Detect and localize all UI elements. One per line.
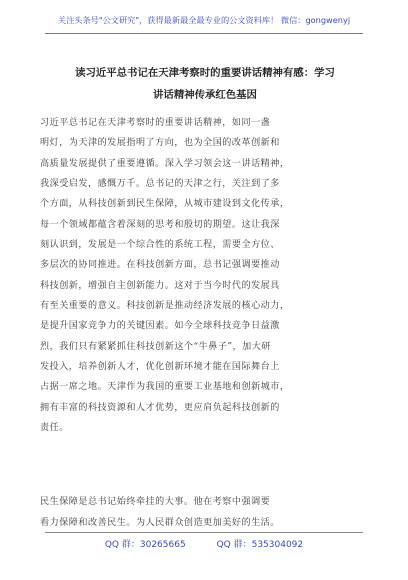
paragraph-line: 习近平总书记在天津考察时的重要讲话精神，如同一盏 [40,118,271,128]
footer-divider [45,532,363,533]
paragraph-line: 烈，我们只有紧紧抓住科技创新这个“牛鼻子”，加大研 [40,341,271,352]
document-title [40,62,370,106]
paragraph-line: 占据一席之地。天津作为我国的重要工业基地和创新城市， [40,382,290,393]
paragraph-line: 民生保障是总书记始终牵挂的大事。他在考察中强调要 [40,497,271,507]
paragraph-line: 看力保障和改善民生。为人民群众创造更加美好的生活。 [40,517,280,528]
paragraph-line: 多层次的协同推进。在科技创新方面，总书记强调要推动 [40,260,280,271]
footer-qq-group-2: QQ 群：535304092 [216,540,304,550]
header-notice: 关注头条号"公文研究"，获得最新最全最专业的公文资料库！ 微信：gongwenyj [57,15,351,25]
paragraph-line: 科技创新，增强自主创新能力。这对于当今时代的发展具 [40,280,280,291]
header-divider [45,33,363,34]
paragraph-line: 发投入，培养创新人才，优化创新环境才能在国际舞台上 [40,362,280,373]
title-line-2: 讲话精神传承红色基因 [153,89,257,101]
paragraph-line: 拥有丰富的科技资源和人才优势，更应肩负起科技创新的 [40,402,280,413]
paragraph-line: 有至关重要的意义。科技创新是推动经济发展的核心动力， [40,301,290,312]
paragraph-line: 每一个领域都蕴含着深刻的思考和殷切的期望。这让我深 [40,219,280,230]
paragraph-line: 个方面，从科技创新到民生保障，从城市建设到文化传承， [40,199,290,210]
paragraph-line: 责任。 [40,423,69,434]
paragraph-line: 刻认识到，发展是一个综合性的系统工程，需要全方位、 [40,240,280,251]
footer [0,537,408,550]
title-line-1: 读习近平总书记在天津考察时的重要讲话精神有感：学习 [75,67,335,79]
paragraph-line: 高质量发展提供了重要遵循。深入学习领会这一讲话精神， [40,158,290,169]
paragraph-2 [40,492,365,533]
paragraph-line: 我深受启发，感慨万千。总书记的天津之行，关注到了多 [40,179,280,190]
paragraph-1 [40,113,365,439]
footer-qq-group-1: QQ 群：30265665 [104,540,186,550]
paragraph-line: 明灯，为天津的发展指明了方向，也为全国的改革创新和 [40,138,280,149]
paragraph-line: 是提升国家竞争力的关键因素。如今全球科技竞争日益激 [40,321,280,332]
